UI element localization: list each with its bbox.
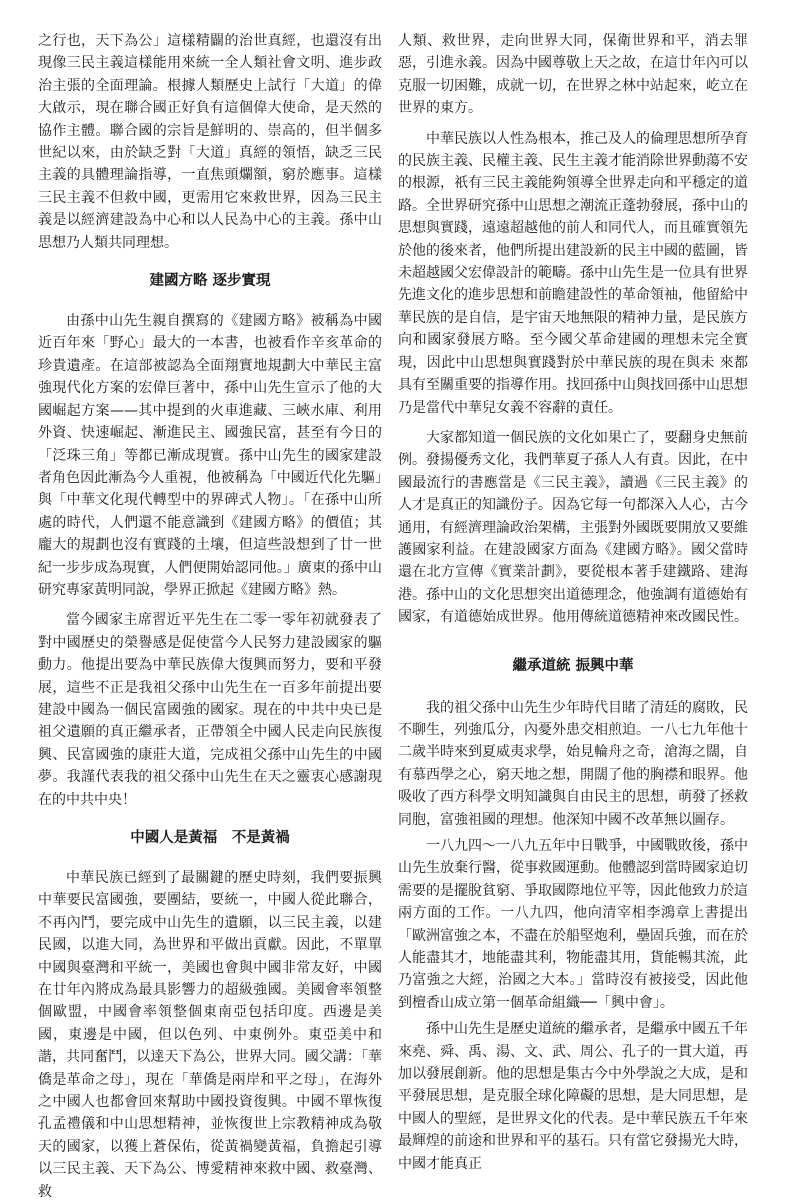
paragraph: 當今國家主席習近平先生在二零一零年初就發表了對中國歷史的榮譽感是促使當今人民努力建設國家的驅動力。他提出要為中華民族偉大復興而努力，要和平發展，這些不正是我祖父孫中山先生在一百多年前提出要建設中國為一個民富國強的國家。現在的中共中央已是祖父遺願的真正繼承者，正帶領全中國人民走向民族復興、民富國強的康莊大道，完成祖父孫中山先生的中國夢。我謹代表我的祖父孫中山先生在天之靈衷心感謝現在的中共中央！ <box>38 612 382 808</box>
paragraph: 一八九四～一八九五年中日戰爭，中國戰敗後，孫中山先生放棄行醫，從事救國運動。他體認到當時國家迫切需要的是擺脫貧窮、爭取國際地位平等，因此他致力於這兩方面的工作。一八九四，他向清宰相李鴻章上書提出「歐洲富強之本，不盡在於船堅炮利，壘固兵強，而在於人能盡其才，地能盡其利，物能盡其用，貨能暢其流，此乃富強之大經，治國之大本。」當時沒有被接受，因此他到檀香山成立第一個革命組織──「興中會」。 <box>398 838 748 1011</box>
section-heading-jianguo: 建國方略 逐步實現 <box>149 273 271 290</box>
paragraph: 孫中山先生是歷史道統的繼承者，是繼承中國五千年來堯、舜、禹、湯、文、武、周公、孔子的一貫大道，再加以發展創新。他的思想是集古今中外學說之大成，是和平發展思想，是克服全球化障礙的思想，是大同思想，是中國人的聖經，是世界文化的代表。是中華民族五千年來最輝煌的前途和世界和平的基石。只有當它發揚光大時，中國才能真正 <box>398 1021 748 1172</box>
paragraph: 中華民族已經到了最關鍵的歷史時刻，我們要振興中華要民富國強，要團結，要統一，中國人從此聯合，不再內鬥，要完成中山先生的遺願，以三民主義，以建民國，以進大同，為世界和平做出貢獻。因此，不單單中國與臺灣和平統一，美國也會與中國非常友好，中國在廿年內將成為最具影響力的超級強國。美國會率領整個歐盟，中國會率領整個東南亞包括印度。西邊是美國，東邊是中國，但以色列、中東例外。東亞美中和諧，共同奮鬥，以達天下為公，世界大同。國父講：「華僑是革命之母」，現在「華僑是兩岸和平之母」，在海外之中國人也都會回來幫助中國投資復興。中國不單恢復孔孟禮儀和中山思想精神，並恢復世上宗教精神成為敬天的國家，以獲上蒼保佑，從黃禍變黃福，負擔起引導以三民主義、天下為公、博愛精神來救中國、救臺灣、救 <box>38 870 382 1200</box>
paragraph: 之行也，天下為公」這樣精闢的治世真經，也還沒有出現像三民主義這樣能用來統一全人類社會文明、進步政治主張的全面理論。根據人類歷史上試行「大道」的偉大啟示，現在聯合國正好負有這個偉大使命，是天然的協作主體。聯合國的宗旨是鮮明的、崇高的，但半個多世紀以來，由於缺乏對「大道」真經的領悟，缺乏三民主義的具體理論指導，一直焦頭爛額，窮於應事。這樣三民主義不但救中國，更需用它來救世界，因為三民主義是以經濟建設為中心和以人民為中心的主義。孫中山思想乃人類共同理想。 <box>38 33 382 251</box>
left-column <box>38 30 382 1203</box>
right-column <box>398 30 748 1175</box>
paragraph: 大家都知道一個民族的文化如果亡了，要翻身史無前例。發揚優秀文化，我們華夏子孫人人有責。因此，在中國最流行的書應當是《三民主義》，讀過《三民主義》的人才是真正的知識份子。因為它每一句都深入人心，古今通用，有經濟理論政治架構，主張對外國既要開放又要維護國家利益。在建設國家方面為《建國方略》。國父當時還在北方宣傳《實業計劃》，要從根本著手建鐵路、建海港。孫中山的文化思想突出道德理念，他強調有道德始有國家，有道德始成世界。他用傳統道德精神來改國民性。 <box>398 429 748 626</box>
paragraph: 由孫中山先生親自撰寫的《建國方略》被稱為中國近百年來「野心」最大的一本書，也被看作辛亥革命的珍貴遺產。在這部被認為全面翔實地規劃大中華民主富強現代化方案的宏偉巨著中，孫中山先生宣示了他的大國崛起方案——其中提到的火車進藏、三峽水庫、利用外資、快速崛起、漸進民主、國強民富，甚至有今日的「泛珠三角」等都已漸成現實。孫中山先生的國家建設者角色因此漸為今人重視，他被稱為「中國近代化先驅」與「中華文化現代轉型中的界碑式人物」。「在孫中山所處的時代，人們還不能意識到《建國方略》的價值；其龐大的規劃也沒有實踐的土壤，但這些設想到了廿一世紀一步步成為現實，人們便開始認同他。」廣東的孫中山研究專家黃明同說，學界正掀起《建國方略》熱。 <box>38 313 382 598</box>
paragraph: 人類、救世界，走向世界大同，保衛世界和平，消去罪惡，引進永義。因為中國尊敬上天之故，在這廿年內可以克服一切困難，成就一切，在世界之林中站起來，屹立在世界的東方。 <box>398 33 748 117</box>
section-heading-huangfu: 中國人是黃福 不是黃禍 <box>130 830 290 846</box>
section-heading-jicheng: 繼承道統 振興中華 <box>512 657 634 674</box>
paragraph: 我的祖父孫中山先生少年時代目睹了清廷的腐敗，民不聊生，列強瓜分，內憂外患交相煎迫。一八七九年他十二歲半時來到夏威夷求學，始見輪舟之奇，滄海之闊，自有慕西學之心，窮天地之想，開闊了他的胸襟和眼界。他吸收了西方科學文明知識與自由民主的思想，萌發了拯救同胞，富強祖國的理想。他深知中國不改革無以圖存。 <box>398 699 748 828</box>
paragraph: 中華民族以人性為根本，推己及人的倫理思想所孕育的民族主義、民權主義、民生主義才能消除世界動蕩不安的根源，祇有三民主義能夠領導全世界走向和平穩定的道路。全世界研究孫中山思想之潮流正蓬勃發展，孫中山的思想與實踐，遠遠超越他的前人和同代人，而且確實領先於他的後來者，他們所提出建設新的民主中國的藍圖，皆未超越國父宏偉設計的範疇。孫中山先生是一位具有世界先進文化的進步思想和前瞻建設性的革命領袖，他留給中華民族的是自信，是宇宙天地無限的精神力量，是民族方向和國家發展方略。至今國父革命建國的理想未完全實現，因此中山思想與實踐對於中華民族的現在與未 來都具有至關重要的指導作用。找回孫中山與找回孫中山思想乃是當代中華兒女義不容辭的責任。 <box>398 130 748 416</box>
